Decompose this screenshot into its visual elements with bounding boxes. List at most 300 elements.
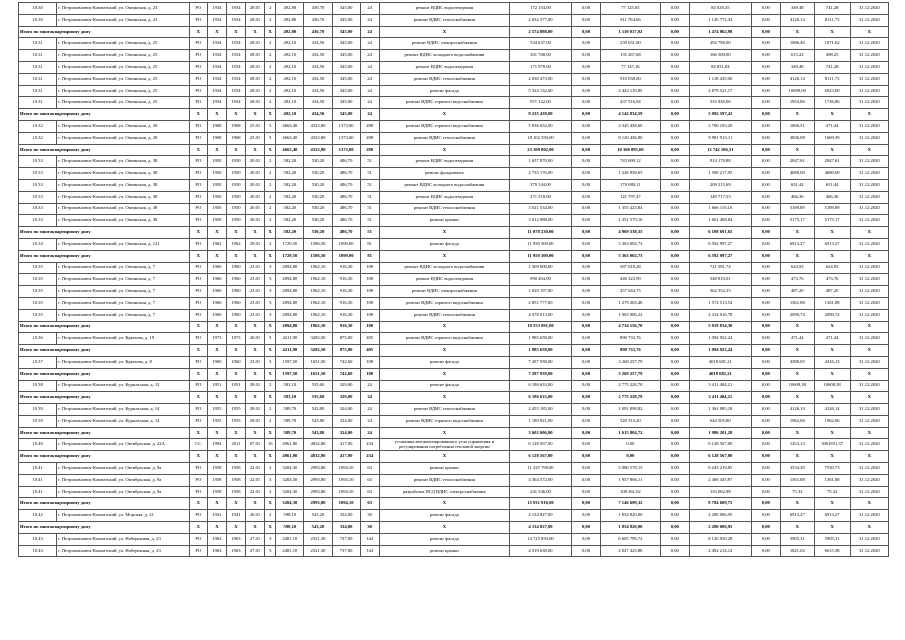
table-cell: 1 180 821,00 bbox=[510, 415, 572, 427]
table-cell: 487,20 bbox=[814, 286, 850, 298]
table-cell: 4832,80 bbox=[304, 439, 332, 451]
table-cell: 457 644,75 bbox=[601, 286, 661, 298]
table-cell: 5189,89 bbox=[814, 203, 850, 215]
address-cell: г. Петропавловск-Камчатский, ул. Крылова, д. 8 bbox=[57, 356, 190, 368]
table-cell: X bbox=[189, 345, 207, 357]
table-cell: X bbox=[780, 451, 814, 463]
table-cell: X bbox=[379, 522, 509, 534]
table-cell: X bbox=[814, 345, 850, 357]
table-cell: 135 267,68 bbox=[601, 50, 661, 62]
table-cell: X bbox=[780, 427, 814, 439]
work-type-cell: ремонт ВДИС горячего водоснабжения bbox=[379, 297, 509, 309]
table-cell: 530,20 bbox=[304, 168, 332, 180]
table-cell: 2 775 228,70 bbox=[601, 380, 661, 392]
table-cell: 2 bbox=[265, 203, 276, 215]
table-cell: 1 279 263,48 bbox=[601, 297, 661, 309]
table-cell: 2 030 473,00 bbox=[510, 73, 572, 85]
address-cell: г. Петропавловск-Камчатский, ул. Океанская, д. 38 bbox=[57, 179, 190, 191]
table-cell: 3 bbox=[265, 356, 276, 368]
table-cell: 6913,27 bbox=[814, 510, 850, 522]
address-cell: г. Петропавловск-Камчатский, ул. Октябрьская, д. 22А bbox=[57, 439, 190, 451]
table-cell: 3 012 988,00 bbox=[510, 215, 572, 227]
table-cell: 2 bbox=[265, 61, 276, 73]
table-cell: 2 bbox=[265, 179, 276, 191]
work-type-cell: ремонт ВДИС электроснабжения bbox=[379, 286, 509, 298]
table-cell: 6 592 997,27 bbox=[689, 238, 751, 250]
table-cell: 2090,74 bbox=[814, 309, 850, 321]
table-cell: 51 bbox=[360, 168, 379, 180]
table-cell: 16 bbox=[265, 439, 276, 451]
table-cell: 1962,10 bbox=[304, 309, 332, 321]
table-cell: 492,10 bbox=[276, 97, 304, 109]
table-cell: 3 bbox=[265, 474, 276, 486]
table-cell: X bbox=[226, 392, 245, 404]
table-cell: 23.01 bbox=[246, 297, 265, 309]
table-cell: 171 978,00 bbox=[510, 61, 572, 73]
address-cell: г. Петропавловск-Камчатский, ул. Океанская, д. 28 bbox=[57, 132, 190, 144]
table-cell: 2 406 345,97 bbox=[689, 474, 751, 486]
table-cell: X bbox=[814, 321, 850, 333]
table-cell: 1950 bbox=[226, 179, 245, 191]
table-cell: 486,70 bbox=[332, 156, 360, 168]
work-type-cell: ремонт ВДИС водоотведения bbox=[379, 191, 509, 203]
table-cell: 1 854 820,00 bbox=[601, 522, 661, 534]
table-cell: 23.01 bbox=[246, 309, 265, 321]
table-cell: 324,00 bbox=[332, 415, 360, 427]
table-cell: 1960 bbox=[207, 262, 226, 274]
table-cell: 2 bbox=[265, 38, 276, 50]
table-cell: 2 442 110,85 bbox=[601, 85, 661, 97]
table-cell: 0,00 bbox=[660, 215, 689, 227]
table-cell: 4 134 827,00 bbox=[510, 522, 572, 534]
table-cell: 0,00 bbox=[660, 191, 689, 203]
table-cell: 1934 bbox=[207, 14, 226, 26]
table-cell: 2 345 458,60 bbox=[601, 120, 661, 132]
table-cell: 3 bbox=[265, 274, 276, 286]
table-cell: 63 bbox=[360, 498, 379, 510]
table-cell: 1 094 922,24 bbox=[689, 333, 751, 345]
address-cell: г. Петропавловск-Камчатский, ул. Октябрьская, д. 9а bbox=[57, 463, 190, 475]
table-cell: 31.12.2020 bbox=[850, 168, 888, 180]
table-cell: 1373,00 bbox=[332, 132, 360, 144]
address-cell: г. Петропавловск-Камчатский, ул. Океанская, д. 25 bbox=[57, 50, 190, 62]
table-cell: 0,00 bbox=[751, 238, 780, 250]
table-cell: 28.01 bbox=[246, 85, 265, 97]
table-cell: 24 bbox=[360, 85, 379, 97]
table-cell: X bbox=[780, 392, 814, 404]
table-cell: X bbox=[850, 345, 888, 357]
table-cell: X bbox=[814, 368, 850, 380]
table-cell: X bbox=[379, 498, 509, 510]
table-cell: 288 bbox=[360, 144, 379, 156]
table-cell: 0,00 bbox=[571, 179, 600, 191]
table-cell: 172 154,00 bbox=[510, 3, 572, 15]
table-cell: 0,00 bbox=[571, 97, 600, 109]
table-cell: 1958 bbox=[226, 463, 245, 475]
table-cell: РО bbox=[189, 73, 207, 85]
table-cell: X bbox=[189, 451, 207, 463]
address-cell: г. Петропавловск-Камчатский, ул. Океанская, д. 25 bbox=[57, 97, 190, 109]
table-cell: 0,00 bbox=[751, 427, 780, 439]
table-cell: 1934 bbox=[207, 61, 226, 73]
table-cell: 31.12.2020 bbox=[850, 191, 888, 203]
table-cell: РО bbox=[189, 85, 207, 97]
table-cell: X bbox=[246, 427, 265, 439]
table-cell: 1953,86 bbox=[780, 97, 814, 109]
house-total-label: Итого по многоквартирному дому bbox=[19, 498, 190, 510]
table-row bbox=[19, 132, 889, 144]
table-cell: X bbox=[814, 109, 850, 121]
table-cell: 1361,88 bbox=[780, 474, 814, 486]
table-cell: 587 018,28 bbox=[601, 262, 661, 274]
table-cell: РО bbox=[189, 50, 207, 62]
table-row bbox=[19, 510, 889, 522]
table-cell: 0,00 bbox=[751, 38, 780, 50]
house-total-row bbox=[19, 144, 889, 156]
table-cell: 1 666 110,16 bbox=[689, 203, 751, 215]
table-cell: РО bbox=[189, 38, 207, 50]
table-row bbox=[19, 85, 889, 97]
table-cell: 0,00 bbox=[751, 215, 780, 227]
table-cell: X bbox=[265, 427, 276, 439]
table-cell: 0,00 bbox=[660, 120, 689, 132]
table-cell: 1960 bbox=[207, 297, 226, 309]
table-cell: 6913,27 bbox=[780, 238, 814, 250]
table-cell: 5 bbox=[265, 132, 276, 144]
table-row bbox=[19, 38, 889, 50]
table-cell: X bbox=[207, 392, 226, 404]
table-cell: 1934 bbox=[226, 50, 245, 62]
table-cell: 3 411 404,21 bbox=[689, 392, 751, 404]
table-cell: 0,00 bbox=[751, 274, 780, 286]
table-row bbox=[19, 61, 889, 73]
table-cell: 8 784 689,75 bbox=[689, 498, 751, 510]
table-cell: 1941 bbox=[207, 510, 226, 522]
table-cell: X bbox=[189, 427, 207, 439]
table-cell: 437 516,94 bbox=[601, 97, 661, 109]
table-cell: 434,50 bbox=[304, 38, 332, 50]
table-cell: 23.01 bbox=[246, 262, 265, 274]
table-cell: 0,00 bbox=[751, 168, 780, 180]
table-cell: 6913,27 bbox=[814, 238, 850, 250]
table-cell: 436,70 bbox=[304, 26, 332, 38]
table-cell: 1958 bbox=[207, 474, 226, 486]
table-cell: X bbox=[814, 26, 850, 38]
table-cell: 1934 bbox=[207, 85, 226, 97]
table-cell: 4018 681,21 bbox=[689, 356, 751, 368]
table-cell: РО bbox=[189, 486, 207, 498]
table-cell: 51 bbox=[360, 191, 379, 203]
table-cell: 11 950 300,00 bbox=[510, 250, 572, 262]
table-cell: 10 360 895,69 bbox=[601, 144, 661, 156]
row-number-cell: 10.43 bbox=[19, 545, 57, 557]
house-total-label: Итого по многоквартирному дому bbox=[19, 522, 190, 534]
table-cell: 0,00 bbox=[751, 3, 780, 15]
table-cell: 1934 bbox=[226, 85, 245, 97]
table-cell: 31.12.2020 bbox=[850, 73, 888, 85]
table-cell: X bbox=[189, 498, 207, 510]
table-cell: 345,00 bbox=[332, 97, 360, 109]
table-cell: 1951 bbox=[207, 380, 226, 392]
table-cell: 22.01 bbox=[246, 463, 265, 475]
table-cell: 31.12.2020 bbox=[850, 61, 888, 73]
table-cell: 0,00 bbox=[571, 61, 600, 73]
table-cell: X bbox=[189, 522, 207, 534]
table-row bbox=[19, 297, 889, 309]
table-cell: 533 930,06 bbox=[689, 97, 751, 109]
table-cell: 0,00 bbox=[571, 156, 600, 168]
table-cell: 1934 bbox=[207, 38, 226, 50]
table-cell: 492,10 bbox=[276, 73, 304, 85]
table-cell: 0,00 bbox=[660, 262, 689, 274]
table-cell: 324,00 bbox=[332, 404, 360, 416]
table-cell: 28.01 bbox=[246, 38, 265, 50]
table-cell: 0,00 bbox=[751, 26, 780, 38]
table-cell: 3534,30 bbox=[780, 463, 814, 475]
table-cell: 0,00 bbox=[751, 309, 780, 321]
house-total-row bbox=[19, 321, 889, 333]
table-cell: 20.01 bbox=[246, 179, 265, 191]
table-cell: 108 bbox=[360, 321, 379, 333]
table-cell: 121 797,47 bbox=[601, 191, 661, 203]
table-cell: 473,76 bbox=[814, 274, 850, 286]
table-cell: 737,00 bbox=[332, 545, 360, 557]
table-cell: 31.12.2020 bbox=[850, 309, 888, 321]
table-cell: 108 bbox=[360, 309, 379, 321]
table-row bbox=[19, 215, 889, 227]
table-cell: 6 186 633,00 bbox=[510, 392, 572, 404]
house-total-row bbox=[19, 451, 889, 463]
table-cell: 0,00 bbox=[660, 486, 689, 498]
table-cell: 1934 bbox=[226, 61, 245, 73]
table-cell: 1960 bbox=[226, 297, 245, 309]
table-cell: X bbox=[207, 368, 226, 380]
table-cell: 0,00 bbox=[751, 486, 780, 498]
table-cell: X bbox=[265, 451, 276, 463]
table-cell: РО bbox=[189, 533, 207, 545]
row-number-cell: 10.33 bbox=[19, 156, 57, 168]
table-cell: 916,30 bbox=[332, 274, 360, 286]
table-cell: X bbox=[780, 345, 814, 357]
table-cell: 329,00 bbox=[332, 392, 360, 404]
table-cell: 4 969 538,35 bbox=[601, 227, 661, 239]
table-cell: 0,00 bbox=[660, 380, 689, 392]
table-cell: X bbox=[226, 109, 245, 121]
table-cell: 535,60 bbox=[304, 392, 332, 404]
table-cell: 6 108 691,65 bbox=[689, 227, 751, 239]
table-cell: X bbox=[207, 345, 226, 357]
table-cell: 1 508 217,95 bbox=[689, 168, 751, 180]
row-number-cell: 10.32 bbox=[19, 132, 57, 144]
table-cell: 0,00 bbox=[751, 297, 780, 309]
table-cell: 31.12.2020 bbox=[850, 38, 888, 50]
table-cell: 31.12.2020 bbox=[850, 415, 888, 427]
table-cell: 25.01 bbox=[246, 132, 265, 144]
work-type-cell: ремонт ВДИС холодного водоснабжения bbox=[379, 262, 509, 274]
table-cell: 990 404,00 bbox=[510, 274, 572, 286]
table-cell: 1 351 579,16 bbox=[601, 215, 661, 227]
table-cell: РО bbox=[189, 120, 207, 132]
table-cell: 598,10 bbox=[276, 522, 304, 534]
table-cell: 5905,31 bbox=[814, 533, 850, 545]
work-type-cell: ремонт фасада bbox=[379, 510, 509, 522]
row-number-cell: 10.38 bbox=[19, 380, 57, 392]
table-cell: X bbox=[814, 498, 850, 510]
table-cell: X bbox=[379, 368, 509, 380]
table-cell: 1958 bbox=[226, 474, 245, 486]
table-cell: 2 879 521,17 bbox=[689, 85, 751, 97]
table-cell: 486,70 bbox=[332, 179, 360, 191]
table-cell: 4126,14 bbox=[780, 14, 814, 26]
table-cell: 4 134 827,00 bbox=[510, 510, 572, 522]
table-cell: X bbox=[189, 109, 207, 121]
table-cell: 4 734 156,70 bbox=[601, 321, 661, 333]
table-cell: X bbox=[265, 522, 276, 534]
table-cell: 23.01 bbox=[246, 286, 265, 298]
table-cell: 4416,13 bbox=[814, 356, 850, 368]
table-cell: X bbox=[246, 109, 265, 121]
table-cell: X bbox=[850, 26, 888, 38]
address-cell: г. Петропавловск-Камчатский, ул. Морская, д. 21 bbox=[57, 510, 190, 522]
address-cell: г. Петропавловск-Камчатский, ул. Океанская, д. 23 bbox=[57, 3, 190, 15]
table-cell: 1 661 408,84 bbox=[689, 215, 751, 227]
table-cell: X bbox=[379, 227, 509, 239]
table-cell: X bbox=[850, 368, 888, 380]
table-cell: 24 bbox=[360, 61, 379, 73]
table-cell: 2094,80 bbox=[276, 309, 304, 321]
table-cell: X bbox=[226, 522, 245, 534]
table-cell: 0,00 bbox=[751, 463, 780, 475]
table-cell: 0,00 bbox=[660, 427, 689, 439]
table-cell: X bbox=[246, 144, 265, 156]
table-cell: РО bbox=[189, 286, 207, 298]
table-cell: 405 bbox=[360, 345, 379, 357]
table-cell: 434,50 bbox=[304, 73, 332, 85]
table-cell: 1736,86 bbox=[814, 97, 850, 109]
table-cell: 4832,80 bbox=[304, 451, 332, 463]
table-cell: 1 091 098,82 bbox=[601, 404, 661, 416]
table-cell: X bbox=[246, 345, 265, 357]
table-cell: X bbox=[189, 26, 207, 38]
work-type-cell: ремонт ВДИС холодного водоснабжения bbox=[379, 179, 509, 191]
row-number-cell: 10.42 bbox=[19, 510, 57, 522]
table-cell: 1950 bbox=[207, 156, 226, 168]
table-cell: 0,00 bbox=[660, 356, 689, 368]
table-cell: 583,10 bbox=[276, 392, 304, 404]
address-cell: г. Петропавловск-Камчатский, ул. Океанская, д. 7 bbox=[57, 286, 190, 298]
table-cell: 0,00 bbox=[601, 451, 661, 463]
table-cell: 1962,06 bbox=[814, 415, 850, 427]
table-cell: 0,00 bbox=[751, 132, 780, 144]
table-cell: 51 bbox=[360, 156, 379, 168]
table-cell: 5 363 002,73 bbox=[601, 250, 661, 262]
table-cell: 0,00 bbox=[751, 227, 780, 239]
table-cell: 5 bbox=[265, 333, 276, 345]
table-cell: 1960 bbox=[207, 274, 226, 286]
table-cell: X bbox=[207, 227, 226, 239]
address-cell: г. Петропавловск-Камчатский, ул. Набережная, д. 23 bbox=[57, 545, 190, 557]
table-cell: 1597,50 bbox=[276, 356, 304, 368]
table-cell: 5905,31 bbox=[780, 533, 814, 545]
table-cell: 2 bbox=[265, 14, 276, 26]
table-cell: 582,20 bbox=[276, 179, 304, 191]
table-cell: 3 269 257,79 bbox=[601, 356, 661, 368]
table-cell: X bbox=[814, 451, 850, 463]
table-cell: 31.12.2020 bbox=[850, 356, 888, 368]
table-cell: 9 235 438,00 bbox=[510, 109, 572, 121]
table-cell: 741,28 bbox=[814, 61, 850, 73]
table-row bbox=[19, 274, 889, 286]
table-cell: 0,00 bbox=[571, 356, 600, 368]
table-cell: 31.12.2020 bbox=[850, 297, 888, 309]
table-cell: 2993,80 bbox=[304, 498, 332, 510]
table-cell: X bbox=[814, 427, 850, 439]
work-type-cell: ремонт ВДИС электроснабжения bbox=[379, 38, 509, 50]
table-cell: X bbox=[226, 451, 245, 463]
work-type-cell: ремонт ВДИС водоотведения bbox=[379, 3, 509, 15]
table-cell: 1934 bbox=[226, 14, 245, 26]
table-cell: 31.12.2020 bbox=[850, 3, 888, 15]
table-cell: 24 bbox=[360, 427, 379, 439]
table-cell: X bbox=[780, 227, 814, 239]
address-cell: г. Петропавловск-Камчатский, ул. Океанская, д. 7 bbox=[57, 309, 190, 321]
table-cell: 10608,38 bbox=[780, 380, 814, 392]
table-cell: 28.01 bbox=[246, 61, 265, 73]
table-cell: РО bbox=[189, 274, 207, 286]
table-cell: 741,28 bbox=[814, 3, 850, 15]
table-cell: 0,00 bbox=[660, 451, 689, 463]
table-cell: 5 036 652,00 bbox=[510, 120, 572, 132]
table-cell: 3 bbox=[265, 262, 276, 274]
table-row bbox=[19, 380, 889, 392]
table-cell: 0,00 bbox=[571, 144, 600, 156]
table-row bbox=[19, 50, 889, 62]
table-cell: РО bbox=[189, 333, 207, 345]
table-cell: 644 505,80 bbox=[689, 415, 751, 427]
table-cell: X bbox=[814, 250, 850, 262]
table-cell: 0,00 bbox=[660, 14, 689, 26]
table-cell: 31.12.2020 bbox=[850, 286, 888, 298]
address-cell: г. Петропавловск-Камчатский, ул. Океанская, д. 25 bbox=[57, 85, 190, 97]
row-number-cell: 10.36 bbox=[19, 333, 57, 345]
table-cell: 1960 bbox=[226, 309, 245, 321]
table-cell: 31.12.2020 bbox=[850, 474, 888, 486]
table-cell: 345,00 bbox=[332, 50, 360, 62]
table-cell: 31.12.2020 bbox=[850, 132, 888, 144]
table-cell: 405 bbox=[360, 333, 379, 345]
table-cell: 1586,50 bbox=[304, 250, 332, 262]
table-cell: 3 bbox=[265, 286, 276, 298]
address-cell: г. Петропавловск-Камчатский, ул. Океанская, д. 38 bbox=[57, 168, 190, 180]
table-cell: 1 110 017,02 bbox=[601, 26, 661, 38]
table-cell: 589,70 bbox=[276, 415, 304, 427]
address-cell: г. Петропавловск-Камчатский, ул. Океанская, д. 7 bbox=[57, 274, 190, 286]
table-cell: 0,00 bbox=[751, 522, 780, 534]
table-cell: 486,70 bbox=[332, 168, 360, 180]
house-total-label: Итого по многоквартирному дому bbox=[19, 427, 190, 439]
house-total-row bbox=[19, 427, 889, 439]
table-cell: X bbox=[780, 498, 814, 510]
table-cell: 0,00 bbox=[751, 144, 780, 156]
table-cell: 6 128 567,00 bbox=[510, 451, 572, 463]
table-cell: 20.01 bbox=[246, 168, 265, 180]
row-number-cell: 10.35 bbox=[19, 309, 57, 321]
table-row bbox=[19, 356, 889, 368]
table-cell: 492,80 bbox=[276, 14, 304, 26]
repair-plan-table bbox=[18, 2, 889, 557]
table-cell: 1955 bbox=[207, 404, 226, 416]
table-cell: 875,00 bbox=[332, 333, 360, 345]
